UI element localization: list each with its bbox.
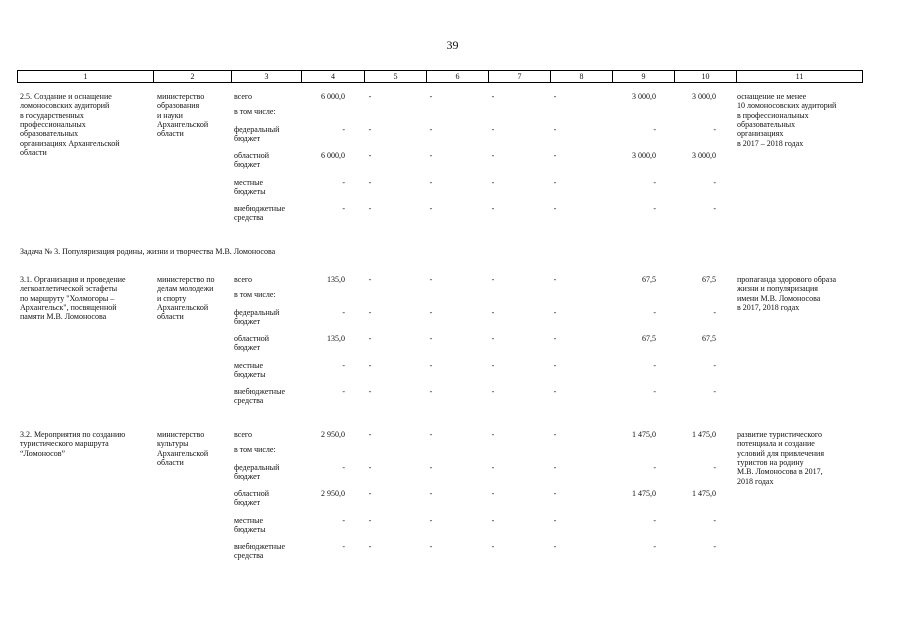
measure-name-line: области <box>20 147 47 157</box>
cell-col4: - <box>342 463 345 472</box>
result-line: развитие туристического <box>737 430 822 439</box>
executor-line: культуры <box>157 439 189 449</box>
cell-dash: - <box>491 334 495 343</box>
cell-col4: - <box>342 308 345 317</box>
row-label-local: бюджеты <box>234 525 266 535</box>
cell-dash: - <box>429 463 433 472</box>
cell-dash: - <box>553 92 557 101</box>
cell-dash: - <box>368 125 372 134</box>
executor-line: министерство <box>157 92 205 101</box>
cell-dash: - <box>368 334 372 343</box>
row-label-extra: внебюджетные <box>234 542 285 551</box>
cell-dash: - <box>491 204 495 213</box>
header-col-4: 4 <box>301 71 364 82</box>
cell-col4: - <box>342 178 345 187</box>
row-label-federal: бюджет <box>234 472 261 482</box>
measure-name-line: ломоносовских аудиторий <box>20 101 110 111</box>
cell-col10: - <box>713 387 716 396</box>
row-label-federal: федеральный <box>234 308 280 317</box>
result-line: организациях <box>737 129 784 139</box>
measure-name-line: 2.5. Создание и оснащение <box>20 92 112 101</box>
cell-dash: - <box>553 542 557 551</box>
measure-name-line: памяти М.В. Ломоносова <box>20 312 107 322</box>
cell-col4: 2 950,0 <box>321 489 345 498</box>
cell-col10: 1 475,0 <box>692 430 716 439</box>
cell-col10: 67,5 <box>702 275 716 284</box>
executor-line: образования <box>157 101 200 111</box>
executor-line: и науки <box>157 110 183 120</box>
measure-name-line: туристического маршрута <box>20 439 109 449</box>
cell-col9: - <box>653 463 656 472</box>
cell-col9: - <box>653 308 656 317</box>
cell-dash: - <box>368 204 372 213</box>
row-label-regional: областной <box>234 334 270 343</box>
cell-col9: 3 000,0 <box>632 92 656 101</box>
row-label-total: всего <box>234 430 253 439</box>
cell-dash: - <box>429 308 433 317</box>
cell-dash: - <box>491 489 495 498</box>
cell-dash: - <box>429 516 433 525</box>
cell-dash: - <box>553 361 557 370</box>
cell-dash: - <box>429 430 433 439</box>
cell-col9: - <box>653 125 656 134</box>
cell-col4: - <box>342 204 345 213</box>
row-label-regional: областной <box>234 151 270 160</box>
cell-dash: - <box>553 334 557 343</box>
cell-col4: - <box>342 516 345 525</box>
cell-dash: - <box>368 463 372 472</box>
cell-dash: - <box>553 178 557 187</box>
cell-col10: 3 000,0 <box>692 92 716 101</box>
cell-col10: - <box>713 178 716 187</box>
header-col-1: 1 <box>83 72 88 81</box>
cell-dash: - <box>491 463 495 472</box>
cell-dash: - <box>429 489 433 498</box>
cell-dash: - <box>491 178 495 187</box>
cell-dash: - <box>553 430 557 439</box>
result-line: пропаганда здорового образа <box>737 275 837 284</box>
cell-col4: - <box>342 387 345 396</box>
row-label-regional: областной <box>234 489 270 498</box>
row-label-federal: федеральный <box>234 463 280 472</box>
executor-line: области <box>157 457 184 467</box>
result-line: оснащение не менее <box>737 92 807 101</box>
header-col-2: 2 <box>153 71 231 82</box>
cell-col9: 67,5 <box>642 334 656 343</box>
executor-line: министерство по <box>157 275 215 284</box>
result-line: образовательных <box>737 119 796 129</box>
result-line: 10 ломоносовских аудиторий <box>737 101 837 111</box>
cell-dash: - <box>429 361 433 370</box>
header-col-9: 9 <box>612 71 674 82</box>
cell-col10: - <box>713 516 716 525</box>
measure-name-line: 3.1. Организация и проведение <box>20 275 126 284</box>
row-label-including: в том числе: <box>234 107 276 116</box>
cell-col10: - <box>713 361 716 370</box>
measure-name-line: образовательных <box>20 129 79 139</box>
cell-col9: - <box>653 204 656 213</box>
cell-col4: - <box>342 125 345 134</box>
cell-col9: - <box>653 516 656 525</box>
cell-col10: - <box>713 125 716 134</box>
cell-col4: 135,0 <box>327 334 345 343</box>
cell-dash: - <box>429 387 433 396</box>
header-col-7: 7 <box>488 71 550 82</box>
cell-dash: - <box>491 151 495 160</box>
page-number: 39 <box>446 38 459 52</box>
row-label-including: в том числе: <box>234 445 276 454</box>
result-line: в 2017, 2018 годах <box>737 302 800 312</box>
measure-name-line: Архангельск", посвященной <box>20 302 117 312</box>
row-label-including: в том числе: <box>234 290 276 299</box>
cell-col9: 1 475,0 <box>632 430 656 439</box>
cell-dash: - <box>429 334 433 343</box>
cell-dash: - <box>368 542 372 551</box>
cell-col9: - <box>653 361 656 370</box>
cell-col4: - <box>342 542 345 551</box>
result-line: условий для привлечения <box>737 448 825 458</box>
cell-dash: - <box>553 275 557 284</box>
measure-name-line: в государственных <box>20 110 84 120</box>
measure-name-line: легкоатлетической эстафеты <box>20 284 118 294</box>
cell-col10: - <box>713 463 716 472</box>
header-col-5: 5 <box>364 71 426 82</box>
cell-dash: - <box>429 125 433 134</box>
measure-name-line: 3.2. Мероприятия по созданию <box>20 430 126 439</box>
cell-col9: 67,5 <box>642 275 656 284</box>
executor-line: делам молодежи <box>157 284 214 294</box>
executor-line: области <box>157 129 184 139</box>
cell-dash: - <box>429 151 433 160</box>
cell-dash: - <box>429 178 433 187</box>
cell-dash: - <box>491 430 495 439</box>
executor-line: Архангельской <box>157 302 209 312</box>
cell-col10: - <box>713 204 716 213</box>
result-line: 2018 годах <box>737 476 774 486</box>
header-col-8: 8 <box>550 71 612 82</box>
cell-col4: 6 000,0 <box>321 92 345 101</box>
cell-dash: - <box>368 308 372 317</box>
result-line: имени М.В. Ломоносова <box>737 293 821 303</box>
row-label-extra: средства <box>234 396 264 406</box>
measure-name-line: “Ломоносов” <box>20 448 66 458</box>
cell-col4: - <box>342 361 345 370</box>
row-label-extra: внебюджетные <box>234 387 285 396</box>
row-label-local: бюджеты <box>234 187 266 197</box>
row-label-extra: средства <box>234 551 264 561</box>
cell-dash: - <box>553 463 557 472</box>
row-label-regional: бюджет <box>234 498 261 508</box>
cell-dash: - <box>368 92 372 101</box>
cell-dash: - <box>553 308 557 317</box>
cell-col9: - <box>653 387 656 396</box>
cell-dash: - <box>429 92 433 101</box>
header-col-10: 10 <box>674 71 736 82</box>
cell-col4: 6 000,0 <box>321 151 345 160</box>
cell-dash: - <box>491 387 495 396</box>
executor-line: министерство <box>157 430 205 439</box>
cell-dash: - <box>368 489 372 498</box>
row-label-local: местные <box>234 516 264 525</box>
row-label-federal: федеральный <box>234 125 280 134</box>
measure-name-line: по маршруту "Холмогоры – <box>20 293 115 303</box>
cell-dash: - <box>368 430 372 439</box>
cell-col10: 67,5 <box>702 334 716 343</box>
cell-col10: 1 475,0 <box>692 489 716 498</box>
row-label-regional: бюджет <box>234 343 261 353</box>
cell-dash: - <box>368 275 372 284</box>
row-label-total: всего <box>234 275 253 284</box>
cell-dash: - <box>491 361 495 370</box>
header-col-11: 11 <box>736 71 862 82</box>
cell-dash: - <box>553 125 557 134</box>
cell-dash: - <box>491 92 495 101</box>
cell-col9: - <box>653 178 656 187</box>
row-label-extra: средства <box>234 213 264 223</box>
cell-dash: - <box>429 542 433 551</box>
executor-line: и спорту <box>157 293 187 303</box>
cell-dash: - <box>491 516 495 525</box>
executor-line: Архангельской <box>157 448 209 458</box>
cell-dash: - <box>368 387 372 396</box>
cell-col4: 135,0 <box>327 275 345 284</box>
cell-col10: - <box>713 542 716 551</box>
cell-dash: - <box>491 542 495 551</box>
cell-col9: - <box>653 542 656 551</box>
result-line: в 2017 – 2018 годах <box>737 138 804 148</box>
cell-dash: - <box>429 204 433 213</box>
row-label-local: бюджеты <box>234 370 266 380</box>
task-3-heading: Задача № 3. Популяризация родины, жизни и творчества М.В. Ломоносова <box>20 247 276 256</box>
row-label-federal: бюджет <box>234 317 261 327</box>
cell-col10: 3 000,0 <box>692 151 716 160</box>
cell-dash: - <box>429 275 433 284</box>
cell-col10: - <box>713 308 716 317</box>
cell-dash: - <box>491 308 495 317</box>
cell-dash: - <box>553 204 557 213</box>
measure-name-line: организациях Архангельской <box>20 138 120 148</box>
row-label-federal: бюджет <box>234 134 261 144</box>
row-label-total: всего <box>234 92 253 101</box>
row-label-regional: бюджет <box>234 160 261 170</box>
table-header <box>17 70 863 83</box>
cell-dash: - <box>553 387 557 396</box>
header-col-3: 3 <box>231 71 301 82</box>
cell-dash: - <box>368 361 372 370</box>
cell-col4: 2 950,0 <box>321 430 345 439</box>
cell-col9: 3 000,0 <box>632 151 656 160</box>
cell-dash: - <box>553 516 557 525</box>
cell-dash: - <box>368 151 372 160</box>
cell-dash: - <box>491 125 495 134</box>
result-line: жизни и популяризация <box>737 284 818 294</box>
result-line: потенциала и создание <box>737 439 815 449</box>
row-label-extra: внебюджетные <box>234 204 285 213</box>
executor-line: Архангельской <box>157 119 209 129</box>
header-col-6: 6 <box>426 71 488 82</box>
executor-line: области <box>157 312 184 322</box>
cell-dash: - <box>553 489 557 498</box>
row-label-local: местные <box>234 178 264 187</box>
cell-dash: - <box>491 275 495 284</box>
row-label-local: местные <box>234 361 264 370</box>
cell-dash: - <box>553 151 557 160</box>
result-line: М.В. Ломоносова в 2017, <box>737 467 823 477</box>
measure-name-line: профессиональных <box>20 119 86 129</box>
cell-dash: - <box>368 516 372 525</box>
cell-dash: - <box>368 178 372 187</box>
result-line: в профессиональных <box>737 110 809 120</box>
cell-col9: 1 475,0 <box>632 489 656 498</box>
result-line: туристов на родину <box>737 457 804 467</box>
